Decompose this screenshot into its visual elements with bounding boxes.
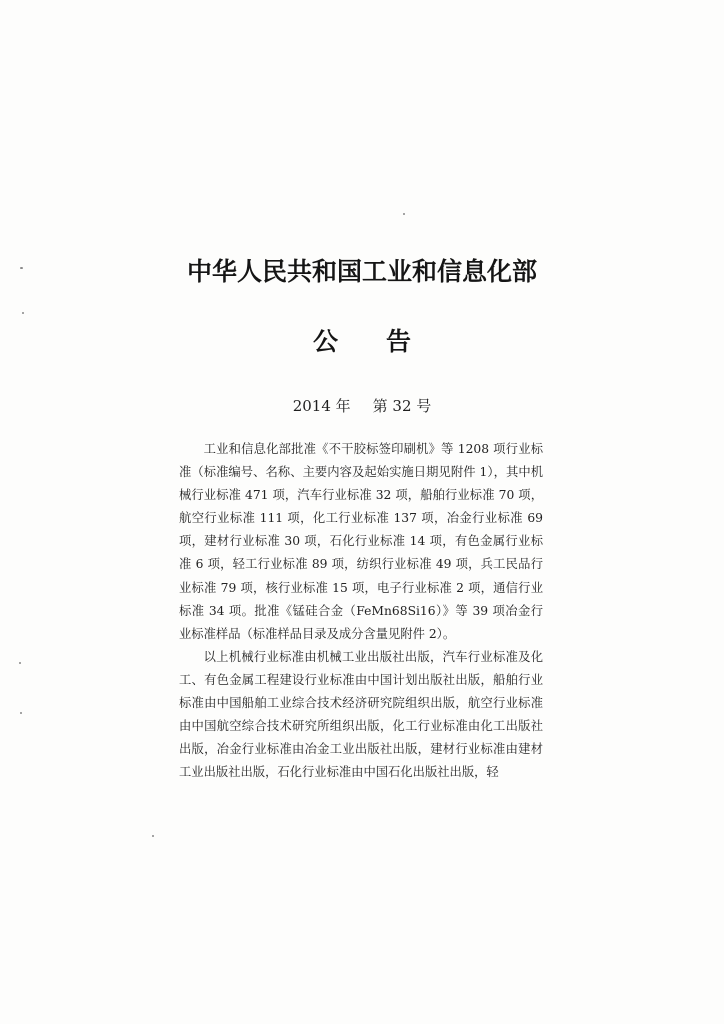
document-number: [0, 395, 724, 416]
announcement-number: 第 32 号: [372, 397, 432, 415]
ministry-title: 中华人民共和国工业和信息化部: [186, 257, 537, 286]
announcement-title: [0, 322, 724, 358]
scan-speck: [20, 267, 23, 269]
announcement-year: 2014 年: [292, 397, 351, 415]
scan-speck: [19, 662, 21, 664]
body-paragraph-1: 工业和信息化部批准《不干胶标签印刷机》等 1208 项行业标准（标准编号、名称、主要内容及起始实施日期见附件 1），其中机械行业标准 471 项，汽车行业标准 32 项，船舶行业标准 70 项，航空行业标准 111 项，化工行业标准 137 项，冶金行业标准 69 项，建材行业标准 30 项，石化行业标准 14 项，有色金属行业标准 6 项，轻工行业标准 89 项，纺织行业标准 49 项，兵工民品行业标准 79 项，核行业标准 15 项，电子行业标准 2 项，通信行业标准 34 项。批准《锰硅合金（FeMn68Si16）》等 39 项冶金行业标准样品（标准样品目录及成分含量见附件 2）。: [179, 442, 543, 641]
scan-speck: [403, 213, 405, 215]
announcement-title-char-2: 告: [386, 327, 412, 356]
scan-speck: [22, 312, 24, 314]
scan-speck: [152, 835, 154, 837]
scan-speck: [20, 712, 22, 714]
body-paragraph-2: 以上机械行业标准由机械工业出版社出版，汽车行业标准及化工、有色金属工程建设行业标准由中国计划出版社出版，船舶行业标准由中国船舶工业综合技术经济研究院组织出版，航空行业标准由中国航空综合技术研究所组织出版，化工行业标准由化工出版社出版，冶金行业标准由冶金工业出版社出版，建材行业标准由建材工业出版社出版，石化行业标准由中国石化出版社出版，轻: [179, 649, 543, 780]
announcement-title-char-1: 公: [312, 327, 338, 356]
announcement-body: [179, 438, 543, 784]
